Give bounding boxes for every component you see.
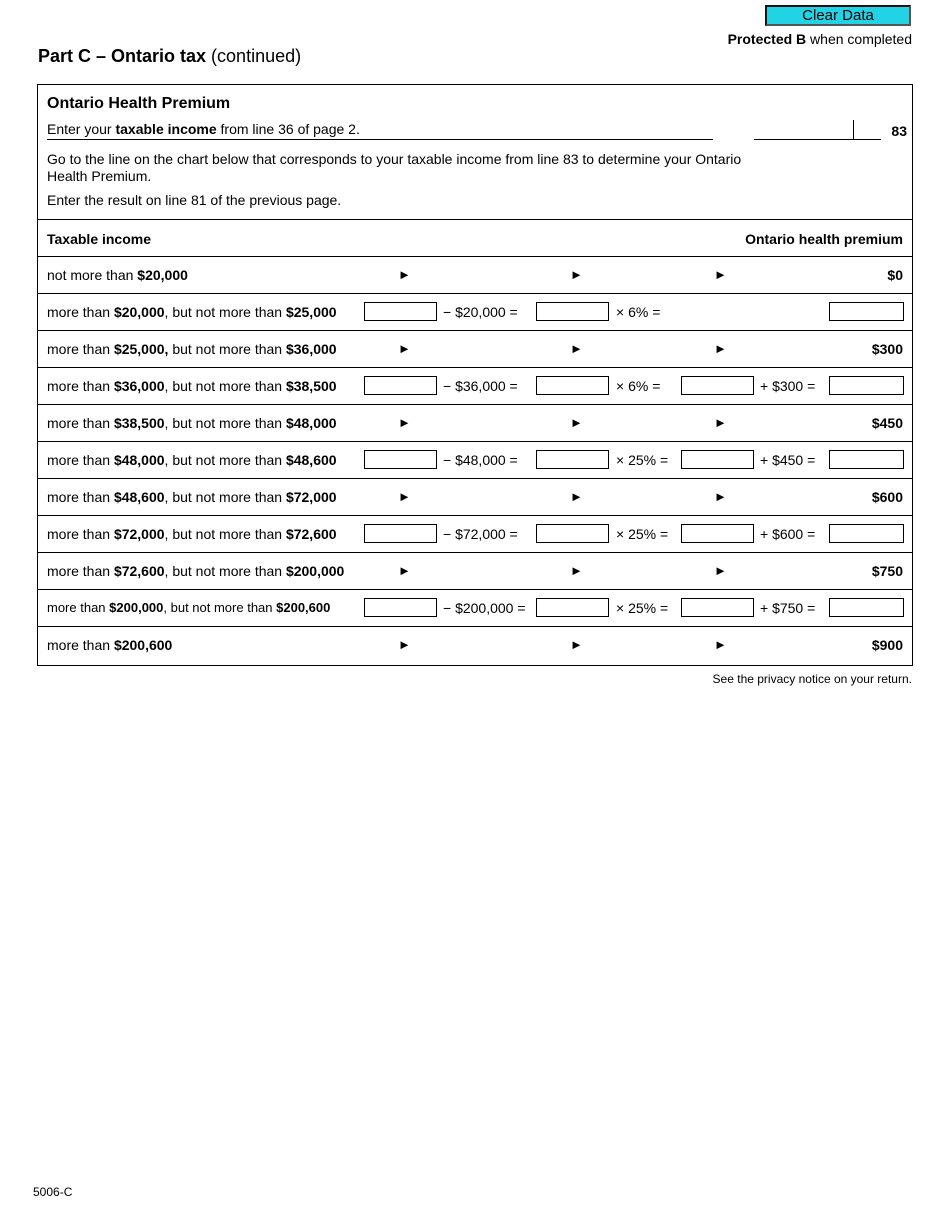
premium-amount: $450 xyxy=(871,415,903,431)
arrow-icon: ► xyxy=(398,341,411,356)
table-row xyxy=(38,330,912,368)
arrow-icon: ► xyxy=(570,489,583,504)
arrow-icon: ► xyxy=(570,267,583,282)
product-input[interactable] xyxy=(681,524,754,543)
taxable-income-input[interactable] xyxy=(364,302,437,321)
table-row xyxy=(38,367,912,405)
premium-amount: $600 xyxy=(871,489,903,505)
row-description: not more than $20,000 xyxy=(47,267,188,283)
column-header-taxable-income: Taxable income xyxy=(47,231,152,247)
multiply-rate: × 25% = xyxy=(616,600,669,616)
table-row xyxy=(38,478,912,516)
instruction-text-2: Enter the result on line 81 of the previous page. xyxy=(47,192,342,208)
arrow-icon: ► xyxy=(398,637,411,652)
taxable-income-input[interactable] xyxy=(364,450,437,469)
multiply-rate: × 6% = xyxy=(616,304,661,320)
table-row xyxy=(38,552,912,590)
premium-result-input[interactable] xyxy=(829,302,904,321)
table-row xyxy=(38,589,912,627)
line-83-input[interactable] xyxy=(754,120,881,140)
arrow-icon: ► xyxy=(570,563,583,578)
table-row xyxy=(38,404,912,442)
row-description: more than $36,000, but not more than $38,500 xyxy=(47,378,337,394)
row-description: more than $48,000, but not more than $48,600 xyxy=(47,452,337,468)
product-input[interactable] xyxy=(681,450,754,469)
premium-amount: $0 xyxy=(887,267,903,283)
row-description: more than $25,000, but not more than $36,000 xyxy=(47,341,337,357)
arrow-icon: ► xyxy=(398,415,411,430)
difference-input[interactable] xyxy=(536,598,609,617)
arrow-icon: ► xyxy=(570,415,583,430)
taxable-income-input[interactable] xyxy=(364,598,437,617)
table-row xyxy=(38,515,912,553)
section-title: Ontario Health Premium xyxy=(47,95,231,112)
instruction-text: Go to the line on the chart below that corresponds to your taxable income from line 83 to determine your Ontario Health Premium. xyxy=(47,151,742,184)
difference-input[interactable] xyxy=(536,524,609,543)
minus-threshold: − $72,000 = xyxy=(443,526,518,542)
arrow-icon: ► xyxy=(398,267,411,282)
arrow-icon: ► xyxy=(398,563,411,578)
taxable-income-input[interactable] xyxy=(364,376,437,395)
product-input[interactable] xyxy=(681,598,754,617)
premium-amount: $750 xyxy=(871,563,903,579)
row-description: more than $38,500, but not more than $48,000 xyxy=(47,415,337,431)
plus-base: + $750 = xyxy=(760,600,816,616)
difference-input[interactable] xyxy=(536,302,609,321)
arrow-icon: ► xyxy=(714,415,727,430)
table-row xyxy=(38,256,912,294)
difference-input[interactable] xyxy=(536,450,609,469)
arrow-icon: ► xyxy=(714,489,727,504)
premium-result-input[interactable] xyxy=(829,524,904,543)
premium-result-input[interactable] xyxy=(829,598,904,617)
plus-base: + $450 = xyxy=(760,452,816,468)
arrow-icon: ► xyxy=(714,267,727,282)
minus-threshold: − $20,000 = xyxy=(443,304,518,320)
plus-base: + $300 = xyxy=(760,378,816,394)
privacy-notice: See the privacy notice on your return. xyxy=(712,672,912,686)
premium-result-input[interactable] xyxy=(829,450,904,469)
protected-b-notice: Protected B when completed xyxy=(727,31,912,47)
premium-amount: $900 xyxy=(871,637,903,653)
table-row xyxy=(38,441,912,479)
line-83-label: Enter your taxable income from line 36 of page 2. xyxy=(47,121,360,137)
minus-threshold: − $48,000 = xyxy=(443,452,518,468)
arrow-icon: ► xyxy=(714,341,727,356)
table-row xyxy=(38,626,912,666)
plus-base: + $600 = xyxy=(760,526,816,542)
arrow-icon: ► xyxy=(714,637,727,652)
difference-input[interactable] xyxy=(536,376,609,395)
row-description: more than $72,000, but not more than $72,600 xyxy=(47,526,337,542)
table-row xyxy=(38,293,912,331)
minus-threshold: − $200,000 = xyxy=(443,600,526,616)
taxable-income-input[interactable] xyxy=(364,524,437,543)
row-description: more than $72,600, but not more than $200,000 xyxy=(47,563,345,579)
arrow-icon: ► xyxy=(570,637,583,652)
table-header xyxy=(38,219,912,257)
ontario-health-premium-section xyxy=(37,84,913,666)
product-input[interactable] xyxy=(681,376,754,395)
multiply-rate: × 25% = xyxy=(616,452,669,468)
line-83-rule xyxy=(47,139,713,140)
clear-data-button[interactable]: Clear Data xyxy=(765,5,911,26)
premium-result-input[interactable] xyxy=(829,376,904,395)
line-number-83: 83 xyxy=(891,123,907,139)
row-description: more than $200,600 xyxy=(47,637,173,653)
row-description: more than $20,000, but not more than $25,000 xyxy=(47,304,337,320)
form-number: 5006-C xyxy=(33,1185,73,1199)
row-description: more than $200,000, but not more than $200,600 xyxy=(47,600,331,615)
minus-threshold: − $36,000 = xyxy=(443,378,518,394)
page-title: Part C – Ontario tax (continued) xyxy=(38,46,302,66)
arrow-icon: ► xyxy=(714,563,727,578)
row-description: more than $48,600, but not more than $72,000 xyxy=(47,489,337,505)
arrow-icon: ► xyxy=(570,341,583,356)
multiply-rate: × 25% = xyxy=(616,526,669,542)
premium-amount: $300 xyxy=(871,341,903,357)
multiply-rate: × 6% = xyxy=(616,378,661,394)
column-header-premium: Ontario health premium xyxy=(745,231,903,247)
arrow-icon: ► xyxy=(398,489,411,504)
